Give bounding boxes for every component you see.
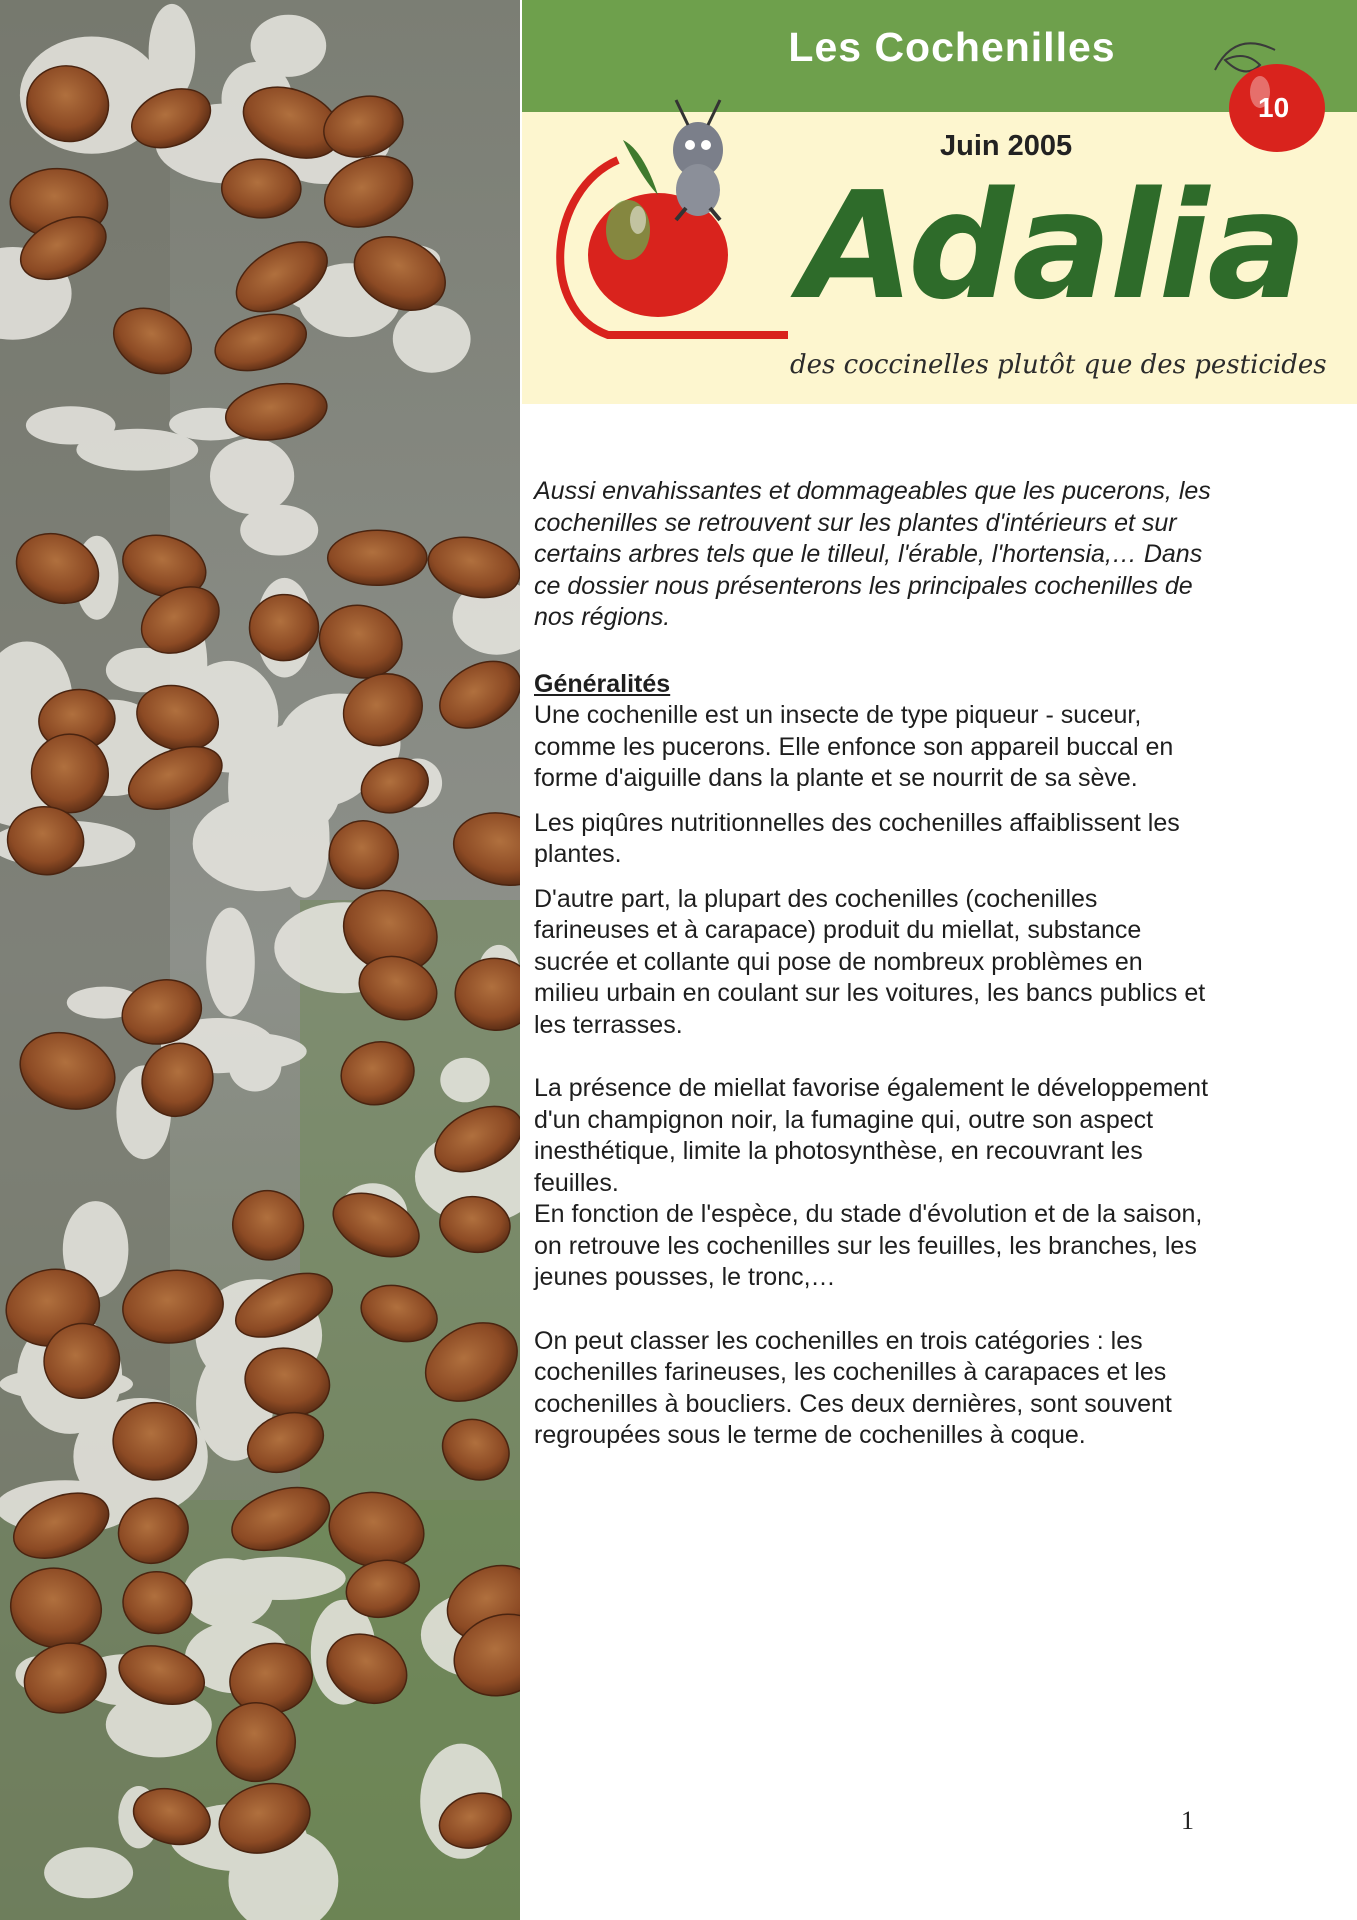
paragraph: Les piqûres nutritionnelles des cochenilles affaiblissent les plantes.: [534, 808, 1180, 868]
scale-insect: [221, 158, 302, 219]
wax-patch: [213, 1557, 346, 1600]
logo-wordmark: Adalia: [800, 160, 1306, 332]
scale-insect: [328, 530, 427, 585]
paragraph: D'autre part, la plupart des cochenilles (cochenilles farineuses et à carapace) produit du miellat, substance sucrée et collante qui pose de nombreux problèmes en milieu urbain en coulant sur les voitures, les bancs publics et les terrasses.: [534, 884, 1206, 1039]
paragraph: On peut classer les cochenilles en trois catégories : les cochenilles farineuses, les cochenilles à carapaces et les cochenilles à boucliers. Ces deux dernières, sont souvent regroupées sous le terme de cochenilles à coque.: [534, 1326, 1172, 1449]
wax-patch: [149, 4, 196, 101]
paragraph: La présence de miellat favorise également le développement d'un champignon noir, la fumagine qui, outre son aspect inesthétique, limite la photosynthèse, en recouvrant les feuilles.: [534, 1074, 1209, 1197]
article-intro: Aussi envahissantes et dommageables que les pucerons, les cochenilles se retrouvent sur les plantes d'intérieurs et sur certains arbres tels que le tilleul, l'érable, l'hortensia,… Dans ce dossier nous présenterons les principales cochenilles de nos régions.: [534, 477, 1211, 631]
paragraph: Une cochenille est un insecte de type piqueur - suceur, comme les pucerons. Elle enfonce son appareil buccal en forme d'aiguille dans la plante et se nourrit de sa sève.: [534, 701, 1174, 792]
wax-patch: [440, 1058, 489, 1103]
section-title: Les Cochenilles: [788, 24, 1116, 70]
wax-patch: [240, 505, 318, 556]
wax-patch: [44, 1847, 133, 1898]
article-body: [534, 476, 1214, 1452]
section-heading: Généralités: [534, 669, 671, 698]
logo-tagline: des coccinelles plutôt que des pesticides: [790, 350, 1327, 380]
paragraph: En fonction de l'espèce, du stade d'évolution et de la saison, on retrouve les cochenilles sur les feuilles, les branches, les jeunes pousses, le tronc,…: [534, 1200, 1203, 1291]
apple-ladybug-logo-icon: [548, 80, 788, 380]
page-number: 1: [1181, 1806, 1194, 1835]
issue-date: Juin 2005: [940, 130, 1073, 162]
issue-number: 10: [1258, 92, 1290, 123]
wax-patch: [193, 796, 330, 891]
wax-patch: [393, 305, 471, 373]
wax-patch: [206, 908, 255, 1017]
cochineal-photo: [0, 0, 520, 1920]
wax-patch: [210, 438, 294, 514]
